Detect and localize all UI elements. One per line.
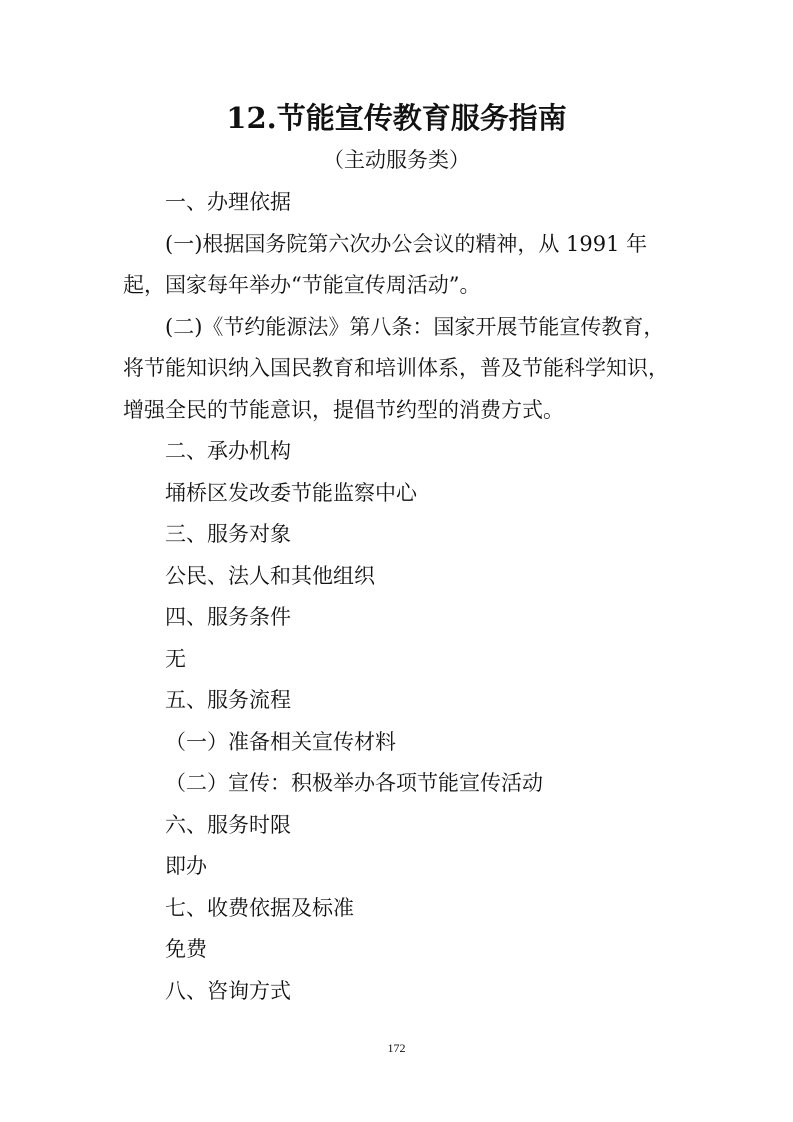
fees-value: 免费 bbox=[165, 937, 207, 961]
target-value: 公民、法人和其他组织 bbox=[165, 563, 375, 588]
paragraph-basis-2: (二)《节约能源法》第八条：国家开展节能宣传教育，将节能知识纳入国民教育和培训体系，普及节能科学知识，增强全民的节能意识，提倡节约型的消费方式。 bbox=[123, 314, 669, 422]
section-heading-basis: 一、办理依据 bbox=[165, 190, 291, 214]
page-number: 172 bbox=[387, 1041, 406, 1055]
process-step-1: （一）准备相关宣传材料 bbox=[165, 729, 396, 754]
section-heading-target: 三、服务对象 bbox=[165, 522, 291, 546]
section-heading-time-limit: 六、服务时限 bbox=[165, 812, 291, 837]
page-title: 12.节能宣传教育服务指南 bbox=[226, 101, 567, 135]
section-heading-consultation: 八、咨询方式 bbox=[165, 978, 291, 1003]
section-heading-organization: 二、承办机构 bbox=[165, 439, 291, 463]
section-heading-conditions: 四、服务条件 bbox=[165, 605, 291, 629]
organization-value: 埇桥区发改委节能监察中心 bbox=[165, 480, 417, 505]
conditions-value: 无 bbox=[165, 646, 186, 671]
page-subtitle: （主动服务类） bbox=[323, 148, 470, 172]
time-limit-value: 即办 bbox=[165, 854, 207, 878]
section-heading-fees: 七、收费依据及标准 bbox=[165, 895, 354, 920]
document-body bbox=[123, 182, 675, 1012]
paragraph-basis-1: (一)根据国务院第六次办公会议的精神，从 1991 年起，国家每年举办“节能宣传周活动”。 bbox=[123, 231, 648, 297]
process-step-2: （二）宣传：积极举办各项节能宣传活动 bbox=[165, 771, 543, 795]
section-heading-process: 五、服务流程 bbox=[165, 688, 291, 712]
